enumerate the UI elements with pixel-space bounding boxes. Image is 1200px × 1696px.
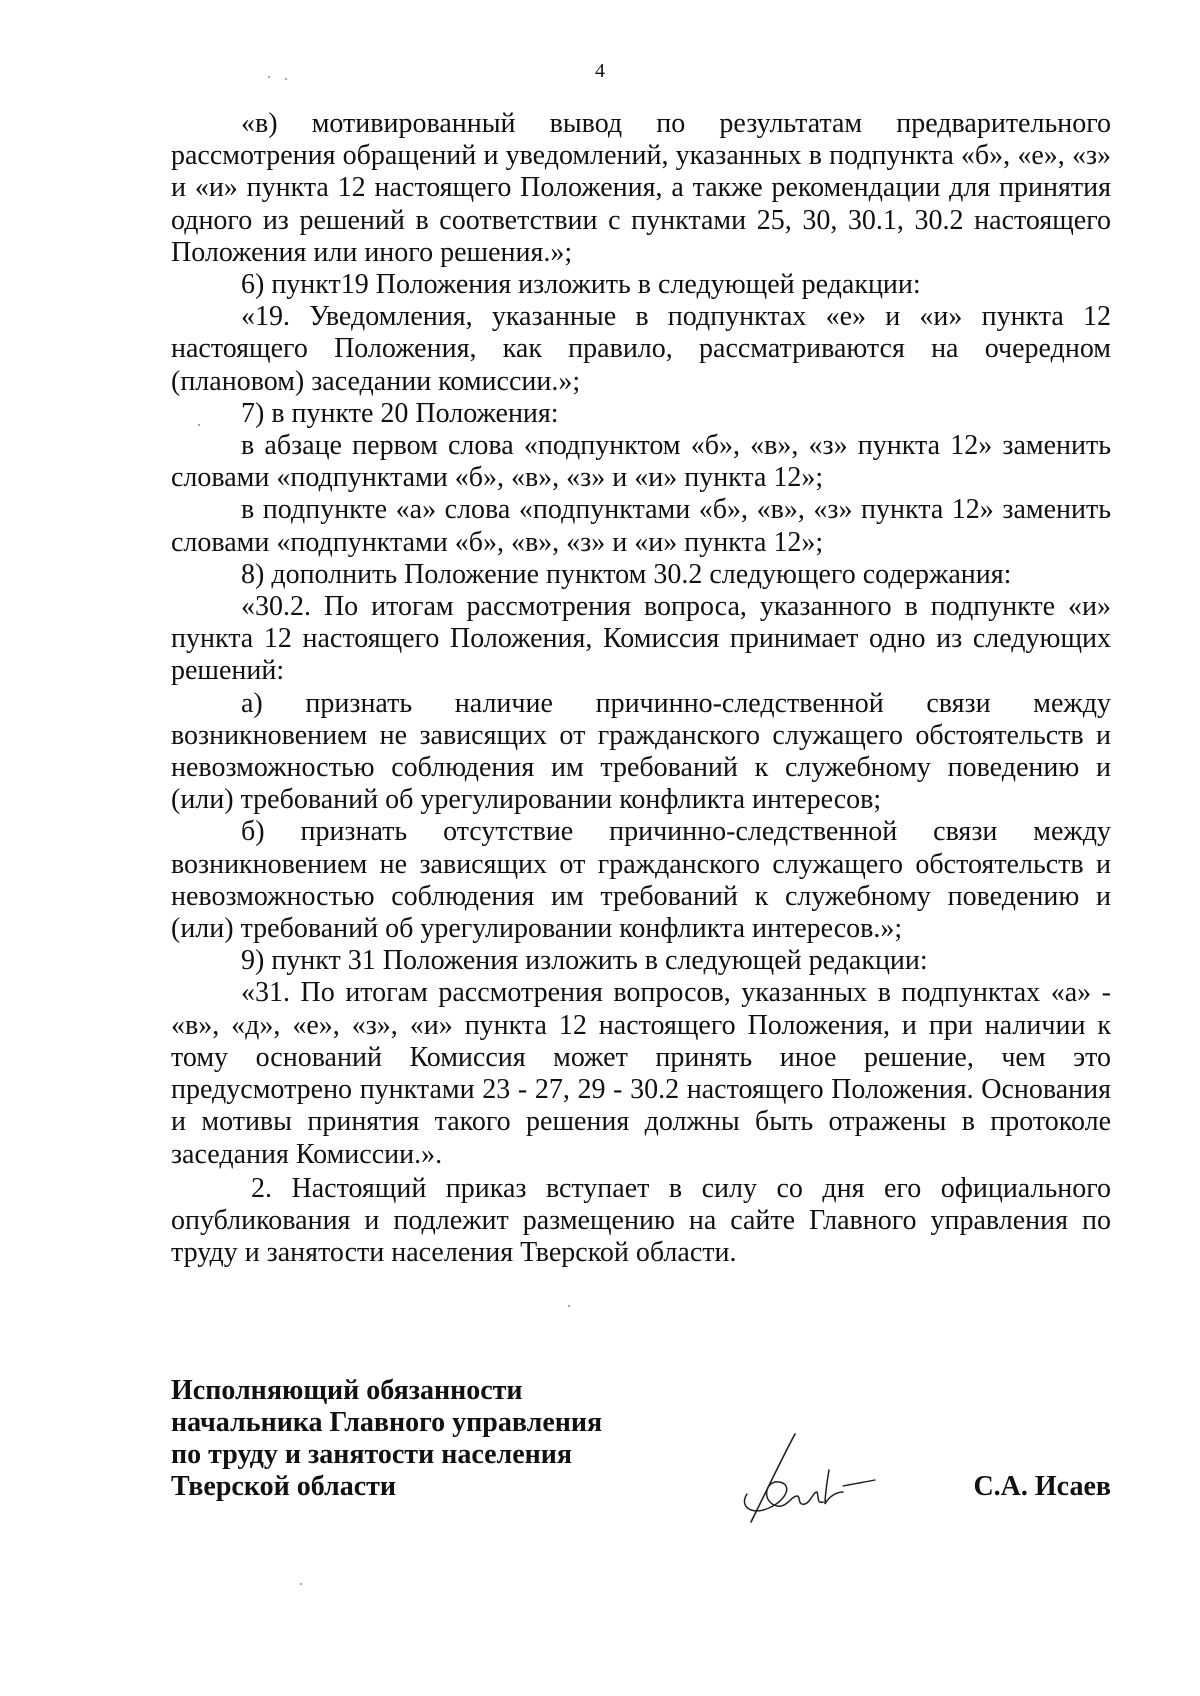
signatory-name: С.А. Исаев	[973, 1471, 1111, 1502]
scan-speck	[285, 78, 287, 80]
scan-speck	[568, 1305, 570, 1307]
paragraph: 7) в пункте 20 Положения:	[241, 397, 559, 429]
page-number: 4	[595, 60, 605, 82]
paragraph: «19. Уведомления, указанные в подпунктах «е» и «и» пункта 12 настоящего Положения, как правило, рассматриваются на очередном (плановом) заседании комиссии.»;	[171, 301, 1111, 397]
signatory-title-line: Исполняющий обязанности	[171, 1375, 523, 1406]
paragraph: а) признать наличие причинно-следственной связи между возникновением не зависящих от гражданского служащего обстоятельств и невозможностью соблюдения им требований к служебному поведению и (или) требований об урегулировании конфликта интересов;	[171, 687, 1111, 816]
handwritten-signature	[733, 1430, 903, 1530]
scan-speck	[300, 1583, 302, 1585]
paragraph: 6) пункт19 Положения изложить в следующей редакции:	[241, 269, 921, 301]
paragraph: «в) мотивированный вывод по результатам предварительного рассмотрения обращений и уведомлений, указанных в подпункта «б», «е», «з» и «и» пункта 12 настоящего Положения, а также рекомендации для принятия одного из решений в соответствии с пунктами 25, 30, 30.1, 30.2 настоящего Положения или иного решения.»;	[171, 108, 1111, 268]
paragraph: 8) дополнить Положение пунктом 30.2 следующего содержания:	[241, 558, 1012, 590]
document-body	[171, 108, 1111, 1269]
paragraph: «31. По итогам рассмотрения вопросов, указанных в подпунктах «а» - «в», «д», «е», «з», «и» пункта 12 настоящего Положения, и при наличии к тому оснований Комиссия может принять иное решение, чем это предусмотрено пунктами 23 - 27, 29 - 30.2 настоящего Положения. Основания и мотивы принятия такого решения должны быть отражены в протоколе заседания Комиссии.».	[171, 977, 1111, 1170]
paragraph: в подпункте «а» слова «подпунктами «б», «в», «з» пункта 12» заменить словами «подпунктами «б», «в», «з» и «и» пункта 12»;	[171, 494, 1111, 558]
scan-speck	[198, 424, 200, 426]
paragraph: 2. Настоящий приказ вступает в силу со дня его официального опубликования и подлежит размещению на сайте Главного управления по труду и занятости населения Тверской области.	[171, 1172, 1111, 1269]
signature-block	[171, 1375, 1111, 1515]
scan-speck	[268, 76, 270, 78]
signatory-title-line: по труду и занятости населения	[171, 1439, 573, 1470]
paragraph: б) признать отсутствие причинно-следственной связи между возникновением не зависящих от гражданского служащего обстоятельств и невозможностью соблюдения им требований к служебному поведению и (или) требований об урегулировании конфликта интересов.»;	[171, 816, 1111, 945]
paragraph: 9) пункт 31 Положения изложить в следующей редакции:	[241, 945, 928, 977]
paragraph: в абзаце первом слова «подпунктом «б», «в», «з» пункта 12» заменить словами «подпунктами «б», «в», «з» и «и» пункта 12»;	[171, 430, 1111, 494]
paragraph: «30.2. По итогам рассмотрения вопроса, указанного в подпункте «и» пункта 12 настоящего Положения, Комиссия принимает одно из следующих решений:	[171, 591, 1111, 687]
signatory-title-line: начальника Главного управления	[171, 1407, 603, 1438]
signatory-title	[171, 1375, 602, 1503]
signatory-title-line: Тверской области	[171, 1471, 397, 1502]
